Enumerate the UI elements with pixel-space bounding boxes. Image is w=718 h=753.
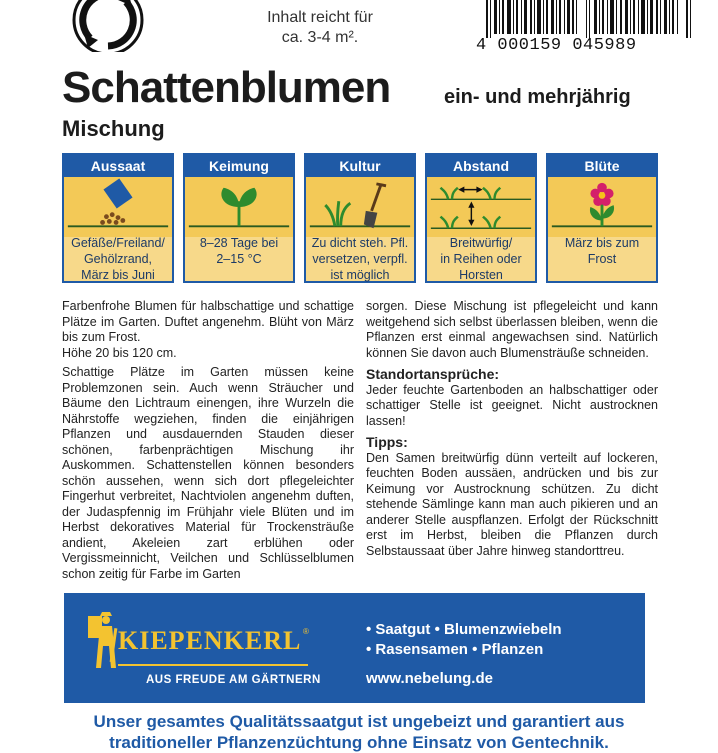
product-subtitle: ein- und mehrjährig xyxy=(444,86,631,108)
info-box-cultivation xyxy=(304,153,416,283)
product-range-line2: • Rasensamen • Pflanzen xyxy=(366,641,544,658)
description-continued-text: sorgen. Diese Mischung ist pflegeleicht und kann weitgehend sich selbst überlassen bleiben, wenn die Pflanzen erst einmal angewachsen sind. Natürlich können Sie davon auch Blumensträuße schneiden. xyxy=(366,299,658,360)
info-box-text-line: ist möglich xyxy=(330,268,390,282)
registered-mark: ® xyxy=(303,627,309,636)
info-box-text-line: März bis Juni xyxy=(81,268,155,282)
info-box-title: Blüte xyxy=(548,155,656,177)
spade-icon xyxy=(306,177,414,237)
brand-name: KIEPENKERL xyxy=(118,626,302,655)
info-box-sowing xyxy=(62,153,174,283)
info-box-text-line: März bis zum xyxy=(564,236,640,250)
info-box-text-line: Breitwürfig/ xyxy=(449,236,513,250)
info-box-text-line: in Reihen oder xyxy=(440,252,522,266)
gmo-free-notice xyxy=(0,711,718,753)
green-dot-recycle-icon xyxy=(64,0,152,52)
info-box-text-line: Frost xyxy=(587,252,617,266)
tips-text: Den Samen breitwürfig dünn verteilt auf lockeren, feuchten Boden aussäen, andrücken und bis zur Keimung vor Austrocknung schützen. Zu dicht stehende Sämlinge kann man auch pikieren und an anderer Stelle auspflanzen. Erfolgt der Rückschnitt erst im Herbst, bleiben die Pflanzen durch Selbstaussaat über Jahre hinweg standorttreu. xyxy=(366,450,658,558)
spacing-icon xyxy=(427,177,535,237)
gmo-free-notice-line1: Unser gesamtes Qualitätssaatgut ist ungebeizt und garantiert aus xyxy=(93,712,625,731)
site-text: Jeder feuchte Gartenboden an halbschattiger oder schattiger Stelle ist geeignet. Nicht austrocknen lassen! xyxy=(366,382,658,428)
body-left-column xyxy=(62,299,354,582)
info-box-title: Aussaat xyxy=(64,155,172,177)
seed-bag-icon xyxy=(64,177,172,237)
seedling-icon xyxy=(185,177,293,237)
info-box-germination xyxy=(183,153,295,283)
mix-label: Mischung xyxy=(62,116,165,141)
info-box-text-line: Gehölzrand, xyxy=(83,252,153,266)
height-text: Höhe 20 bis 120 cm. xyxy=(62,345,177,360)
brand-slogan: AUS FREUDE AM GÄRTNERN xyxy=(146,674,321,686)
info-box-title: Abstand xyxy=(427,155,535,177)
info-box-text-line: versetzen, verpfl. xyxy=(312,252,408,266)
intro-text: Farbenfrohe Blumen für halbschattige und schattige Plätze im Garten. Duftet angenehm. Blüht von März bis zum Frost. xyxy=(62,299,354,344)
product-range-line1: • Saatgut • Blumenzwiebeln xyxy=(366,621,562,638)
site-heading: Standortansprüche: xyxy=(366,366,500,382)
content-note-line2: ca. 3-4 m². xyxy=(281,29,359,46)
info-box-text-line: 2–15 °C xyxy=(216,252,262,266)
website-link[interactable]: www.nebelung.de xyxy=(366,670,493,687)
content-note xyxy=(240,8,400,48)
gmo-free-notice-line2: traditioneller Pflanzenzüchtung ohne Einsatz von Gentechnik. xyxy=(109,733,609,752)
info-box-text-line: Zu dicht steh. Pfl. xyxy=(311,236,409,250)
info-box-text-line: 8–28 Tage bei xyxy=(199,236,279,250)
info-box-bloom xyxy=(546,153,658,283)
info-box-text-line: Gefäße/Freiland/ xyxy=(71,236,165,250)
info-box-title: Keimung xyxy=(185,155,293,177)
product-title: Schattenblumen xyxy=(62,63,391,112)
content-note-line1: Inhalt reicht für xyxy=(267,9,373,26)
description-text: Schattige Plätze im Garten müssen keine Problemzonen sein. Auch wenn Sträucher und Bäume den Lichtraum einengen, ihre Wurzeln die Nährstoffe wegziehen, finden die einjährigen Pflanzen und ausdauernden Stauden dieser schönen, farbenprächtigen Mischung ihr Auskommen. Schattenstellen können besonders schön aussehen, wenn sich dort pflegeleichter Fingerhut verbreitet, Nachtviolen angenehm duften, der Judaspfennig im Frühjahr viele Blüten und im Herbst dekoratives Material für Trockensträuße andient, Akeleien zart erblühen oder Vergissmeinnicht, Veilchen und Schlüsselblumen schon zeitig für Farbe im Garten xyxy=(62,365,354,581)
flower-icon xyxy=(548,177,656,237)
info-box-title: Kultur xyxy=(306,155,414,177)
info-box-spacing xyxy=(425,153,537,283)
info-box-text-line: Horsten xyxy=(459,268,503,282)
body-right-column xyxy=(366,299,658,559)
ean-number: 4 000159 045989 xyxy=(476,36,637,55)
barcode xyxy=(486,0,696,38)
tips-heading: Tipps: xyxy=(366,434,408,450)
brand-divider xyxy=(118,664,308,666)
